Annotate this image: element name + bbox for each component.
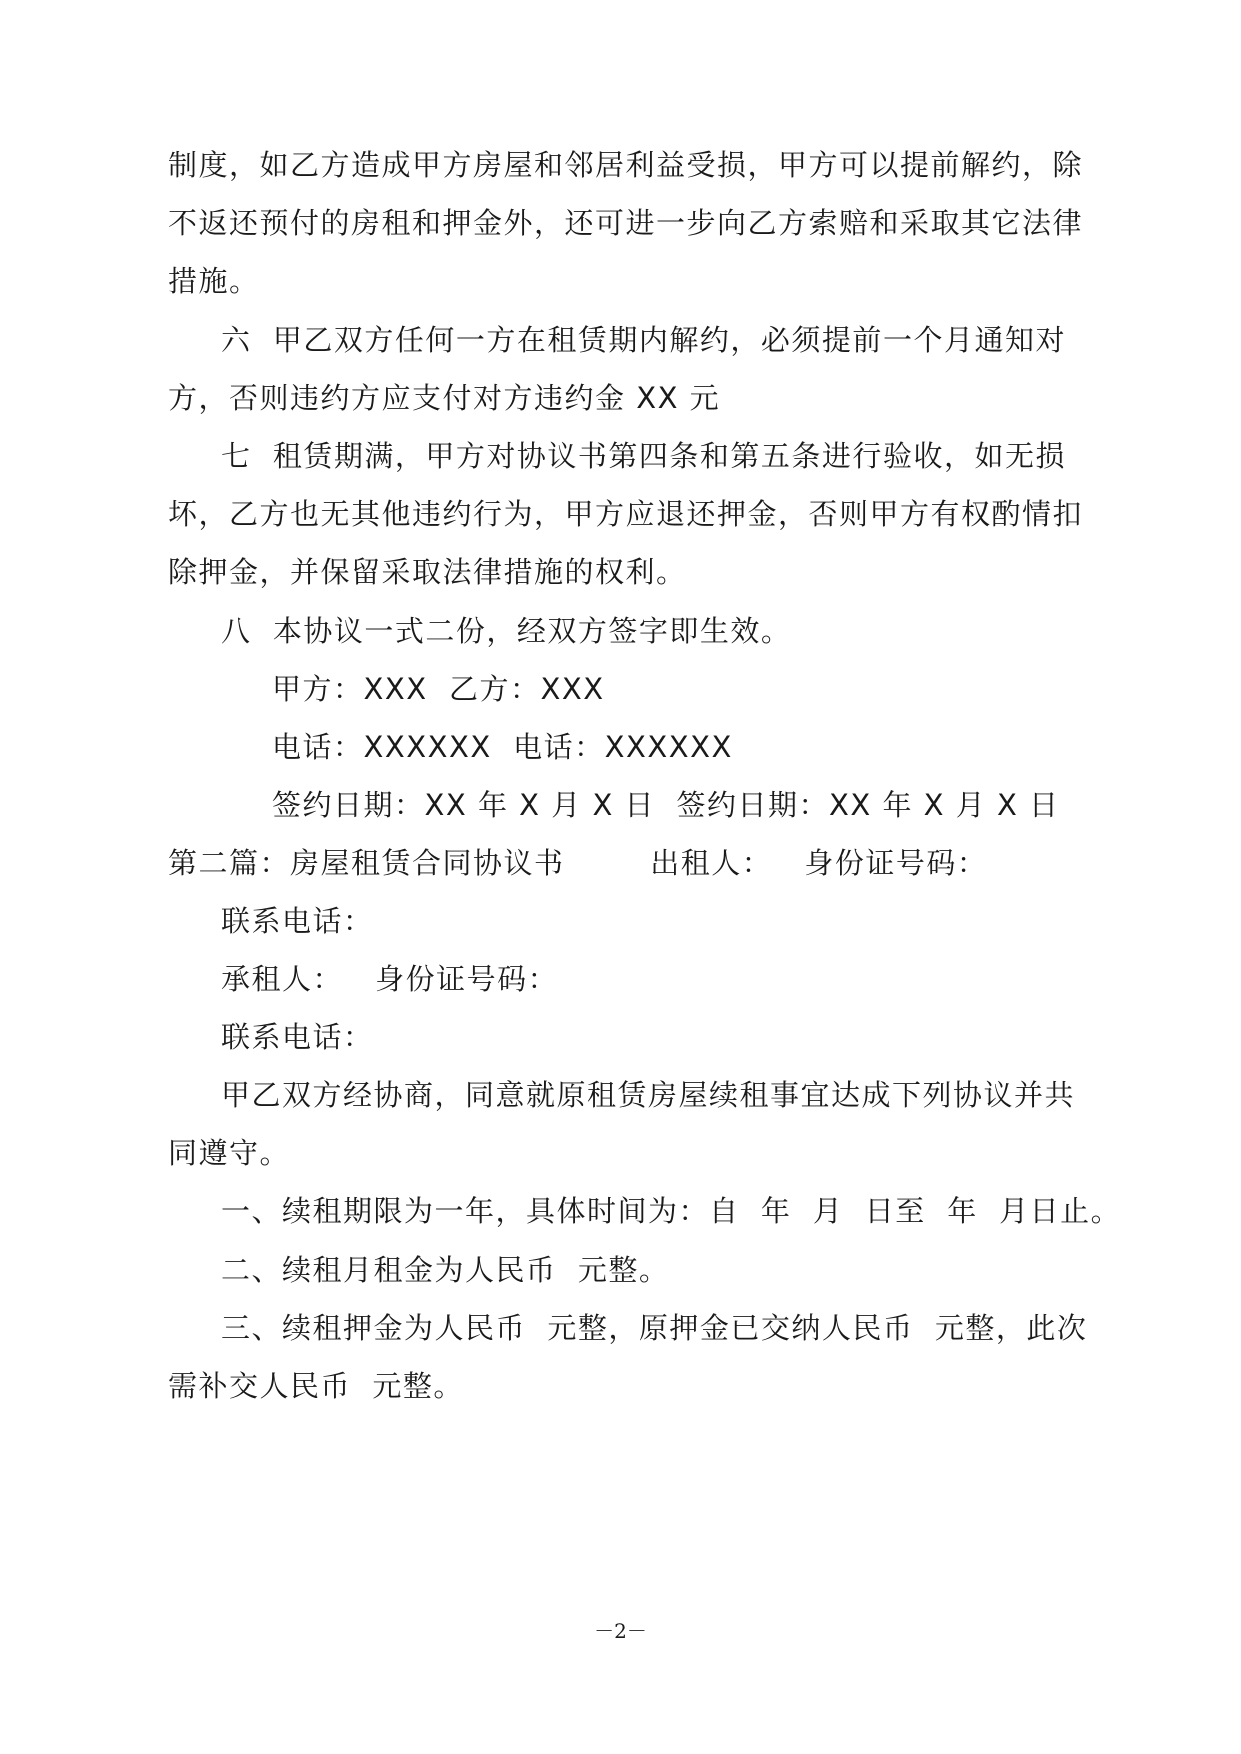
lessee-phone-label: 联系电话： bbox=[221, 1020, 374, 1054]
second-article-heading: 第二篇：房屋租赁合同协议书 出租人： 身份证号码： bbox=[168, 846, 988, 880]
item-3-line: 三、续租押金为人民币 元整，原押金已交纳人民币 元整，此次 bbox=[221, 1311, 1088, 1345]
clause-8-line: 八 本协议一式二份，经双方签字即生效。 bbox=[221, 614, 792, 648]
clause-6-line: 六 甲乙双方任何一方在租赁期内解约，必须提前一个月通知对 bbox=[221, 323, 1066, 357]
lessor-phone-label: 联系电话： bbox=[221, 904, 374, 938]
clause-7-line: 七 租赁期满，甲方对协议书第四条和第五条进行验收，如无损 bbox=[221, 439, 1066, 473]
clause-7-line: 坏，乙方也无其他违约行为，甲方应退还押金，否则甲方有权酌情扣 bbox=[168, 497, 1084, 531]
paragraph-line: 制度，如乙方造成甲方房屋和邻居利益受损，甲方可以提前解约，除 bbox=[168, 148, 1084, 182]
signature-parties: 甲方：XXX 乙方：XXX bbox=[272, 672, 605, 706]
paragraph-line: 措施。 bbox=[168, 264, 260, 298]
clause-7-line: 除押金，并保留采取法律措施的权利。 bbox=[168, 555, 687, 589]
signature-phones: 电话：XXXXXX 电话：XXXXXX bbox=[272, 730, 733, 764]
clause-6-line: 方，否则违约方应支付对方违约金 XX 元 bbox=[168, 381, 721, 415]
page-number: －2－ bbox=[594, 1619, 647, 1643]
signature-dates: 签约日期：XX 年 X 月 X 日 签约日期：XX 年 X 月 X 日 bbox=[272, 788, 1060, 822]
intro-line: 甲乙双方经协商，同意就原租赁房屋续租事宜达成下列协议并共 bbox=[221, 1078, 1076, 1112]
paragraph-line: 不返还预付的房租和押金外，还可进一步向乙方索赔和采取其它法律 bbox=[168, 206, 1084, 240]
intro-line: 同遵守。 bbox=[168, 1136, 291, 1170]
item-2: 二、续租月租金为人民币 元整。 bbox=[221, 1253, 670, 1287]
item-3-line: 需补交人民币 元整。 bbox=[168, 1369, 464, 1403]
item-1: 一、续租期限为一年，具体时间为：自 年 月 日至 年 月日止。 bbox=[221, 1194, 1122, 1228]
lessee-label: 承租人： 身份证号码： bbox=[221, 962, 559, 996]
